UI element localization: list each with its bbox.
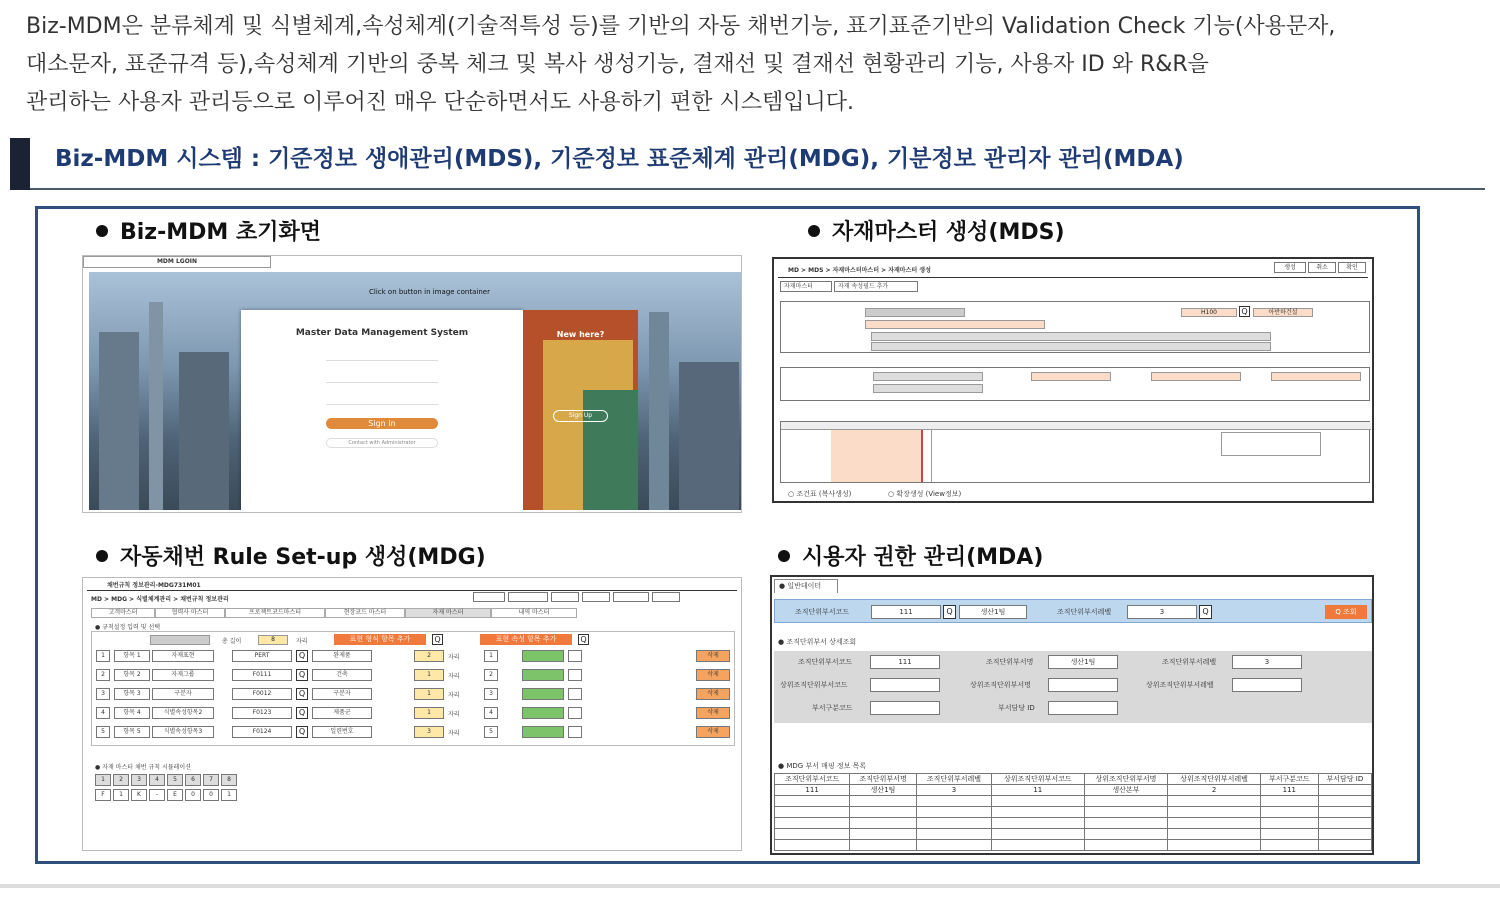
row-unit: 자리 — [448, 673, 460, 680]
table-cell — [1168, 840, 1260, 851]
row-item-name[interactable]: 식별속성항목2 — [152, 707, 214, 719]
detail-label: 조직단위부서코드 — [798, 658, 853, 666]
intro-line-1: Biz-MDM은 분류체계 및 식별체계,속성체계(기술적특성 등)를 기반의 자동 채번기능, 표기표준기반의 Validation Check 기능(사용문자, — [26, 14, 1336, 39]
sim-cell: 4 — [149, 774, 165, 786]
table-cell — [1168, 818, 1260, 829]
sim-cell: 0 — [185, 789, 201, 801]
sim-cell: 0 — [203, 789, 219, 801]
mda-org-level-input[interactable]: 3 — [1127, 605, 1197, 619]
row-delete-button[interactable]: 삭제 — [696, 669, 730, 681]
table-row[interactable] — [775, 785, 1372, 796]
new-here-text: New here? — [556, 330, 605, 339]
row-attribute-chip[interactable] — [522, 669, 564, 681]
table-cell — [775, 818, 850, 829]
mda-list-title: ● MDG 부서 매핑 정보 목록 — [778, 762, 867, 770]
section-heading — [10, 138, 1485, 190]
sim-cell: 2 — [113, 774, 129, 786]
table-cell — [1260, 840, 1318, 851]
table-cell — [1168, 807, 1260, 818]
sim-cell: F — [95, 789, 111, 801]
detail-parent-name[interactable] — [1048, 678, 1118, 692]
mds-attr-header — [781, 422, 1371, 430]
row-code[interactable]: F0111 — [232, 669, 292, 681]
extra-field[interactable] — [326, 404, 438, 405]
table-cell — [1168, 796, 1260, 807]
search-icon[interactable]: Q — [432, 634, 443, 645]
table-cell — [1260, 829, 1318, 840]
mda-tab[interactable]: ● 일반데이터 — [774, 579, 838, 593]
login-screenshot — [82, 255, 742, 513]
table-cell: 111 — [1260, 785, 1318, 796]
mds-tab-material[interactable]: 자재마스터 — [780, 281, 832, 292]
row-code[interactable]: F0123 — [232, 707, 292, 719]
sim-cell: 1 — [95, 774, 111, 786]
search-icon[interactable]: Q — [296, 688, 308, 700]
mdg-divider — [87, 590, 737, 591]
q1-title: Biz-MDM 초기화면 — [96, 215, 321, 246]
table-cell — [1318, 829, 1371, 840]
search-icon[interactable]: Q — [296, 726, 308, 738]
sim-cell: E — [167, 789, 183, 801]
detail-label: 조직단위부서명 — [986, 658, 1034, 666]
intro-line-2: 대소문자, 표준규격 등),속성체계 기반의 중복 체크 및 복사 생성기능, 결재선 및 결재선 현황관리 기능, 사용자 ID 와 R&R을 — [26, 52, 1209, 77]
row-delete-button[interactable]: 삭제 — [696, 650, 730, 662]
row-attribute-chip[interactable] — [522, 707, 564, 719]
table-cell — [916, 840, 991, 851]
bottom-rule — [0, 884, 1500, 888]
search-icon[interactable]: Q — [943, 605, 956, 619]
table-cell — [775, 829, 850, 840]
column-header[interactable]: 조직단위부서레벨 — [916, 774, 991, 785]
table-cell — [992, 818, 1084, 829]
mds-mid-class[interactable] — [1151, 372, 1241, 381]
row-unit: 자리 — [448, 654, 460, 661]
table-cell — [1084, 796, 1168, 807]
table-cell — [1260, 807, 1318, 818]
table-cell — [992, 829, 1084, 840]
mds-class-section — [780, 367, 1370, 401]
row-item-label: 항목 5 — [114, 726, 150, 738]
mds-major-class[interactable] — [1031, 372, 1111, 381]
detail-org-level[interactable]: 3 — [1232, 655, 1302, 669]
row-number: 3 — [96, 688, 110, 700]
mdg-screenshot — [82, 577, 742, 851]
plant-tower — [149, 302, 163, 510]
column-header[interactable]: 조직단위부서코드 — [775, 774, 850, 785]
mdg-length-unit: 자리 — [296, 638, 308, 645]
mdg-rule-select[interactable] — [150, 635, 210, 645]
search-icon[interactable]: Q — [1199, 605, 1212, 619]
column-header[interactable]: 상위조직단위부서명 — [1084, 774, 1168, 785]
screenshots-frame — [35, 206, 1420, 864]
row-number: 4 — [96, 707, 110, 719]
row-position: 1 — [484, 650, 498, 662]
bullet-icon — [96, 225, 108, 237]
table-cell — [1084, 840, 1168, 851]
mds-breadcrumb: MD > MDS > 자재마스터마스터 > 자재마스터 생성 — [788, 267, 931, 274]
table-row[interactable] — [775, 840, 1372, 851]
table-cell — [775, 796, 850, 807]
table-cell — [1318, 796, 1371, 807]
login-hint: Click on button in image container — [369, 288, 490, 296]
signup-button[interactable]: Sign Up — [553, 410, 608, 422]
table-cell — [916, 807, 991, 818]
mds-attr-detail — [1221, 432, 1321, 456]
row-item-label: 항목 4 — [114, 707, 150, 719]
row-position: 3 — [484, 688, 498, 700]
mds-tab-attribute[interactable]: 자재 속성필드 추가 — [834, 281, 918, 292]
plant-tower — [649, 312, 669, 510]
search-icon[interactable]: Q — [296, 669, 308, 681]
table-cell — [850, 796, 917, 807]
row-item-label: 항목 1 — [114, 650, 150, 662]
table-cell — [992, 807, 1084, 818]
row-item-name[interactable]: 구분자 — [152, 688, 214, 700]
row-separator-box[interactable] — [568, 707, 582, 719]
mda-org-name: 생산1팀 — [959, 605, 1027, 619]
table-cell — [850, 807, 917, 818]
mda-detail-title: ● 조직단위부서 상세조회 — [778, 638, 857, 646]
row-position: 2 — [484, 669, 498, 681]
mda-org-level-label: 조직단위부서레벨 — [1057, 608, 1112, 616]
mds-plant-code[interactable]: H100 — [1181, 308, 1237, 317]
row-delete-button[interactable]: 삭제 — [696, 688, 730, 700]
mds-toolbar — [1274, 262, 1366, 273]
sim-cell: 6 — [185, 774, 201, 786]
table-cell — [850, 818, 917, 829]
signin-button[interactable]: Sign In — [326, 418, 438, 429]
row-number: 5 — [96, 726, 110, 738]
mdg-rule-table — [91, 631, 735, 746]
tab-material[interactable]: 자재 마스터 — [405, 608, 491, 618]
intro-paragraph — [26, 8, 1486, 122]
row-length[interactable]: 1 — [414, 669, 444, 681]
detail-label: 조직단위부서레벨 — [1162, 658, 1217, 666]
row-type[interactable]: 건축 — [312, 669, 372, 681]
bullet-icon — [778, 550, 790, 562]
mds-divider — [778, 277, 1368, 278]
row-unit: 자리 — [448, 711, 460, 718]
sim-cell: 7 — [203, 774, 219, 786]
q4-title: 시용자 권한 관리(MDA) — [778, 540, 1043, 571]
mds-code-field[interactable] — [865, 308, 965, 317]
table-row[interactable] — [775, 829, 1372, 840]
column-header[interactable]: 부서담당 ID — [1318, 774, 1371, 785]
column-header[interactable]: 부서구분코드 — [1260, 774, 1318, 785]
mds-plant-name: 아반하건설 — [1253, 308, 1313, 317]
detail-parent-code[interactable] — [870, 678, 940, 692]
mds-screenshot — [772, 257, 1374, 503]
detail-dept-type[interactable] — [870, 701, 940, 715]
mds-serial-key[interactable] — [873, 384, 983, 393]
mds-basic-section — [780, 301, 1370, 353]
table-cell — [1260, 818, 1318, 829]
column-header[interactable]: 조직단위부서명 — [850, 774, 917, 785]
toolbar-button[interactable] — [613, 592, 649, 602]
tab-customer[interactable]: 고객마스터 — [91, 608, 155, 618]
mda-detail-section — [774, 651, 1372, 723]
table-cell — [1318, 785, 1371, 796]
table-cell — [1168, 829, 1260, 840]
detail-label: 부서담당 ID — [998, 704, 1035, 712]
login-canvas — [89, 272, 741, 510]
table-cell — [992, 796, 1084, 807]
login-tab: MDM LGOIN — [83, 256, 271, 268]
row-item-label: 항목 3 — [114, 688, 150, 700]
mds-radio-extend[interactable]: ○ 확장생성 (View정보) — [888, 490, 962, 498]
table-cell — [1084, 829, 1168, 840]
plant-tower — [179, 352, 229, 510]
sim-cell: - — [149, 789, 165, 801]
detail-org-name[interactable]: 생산1팀 — [1048, 655, 1118, 669]
mdg-length-value[interactable]: 8 — [258, 635, 288, 645]
mds-minor-class[interactable] — [1271, 372, 1361, 381]
row-length[interactable]: 1 — [414, 707, 444, 719]
table-cell: 2 — [1168, 785, 1260, 796]
tab-site[interactable]: 현장코드 마스터 — [325, 608, 405, 618]
detail-label: 부서구분코드 — [812, 704, 853, 712]
row-attribute-chip[interactable] — [522, 650, 564, 662]
row-unit: 자리 — [448, 692, 460, 699]
table-cell — [850, 840, 917, 851]
table-cell — [1318, 840, 1371, 851]
detail-parent-level[interactable] — [1232, 678, 1302, 692]
row-separator-box[interactable] — [568, 669, 582, 681]
mdg-length-label: 총 길이 — [222, 638, 242, 645]
row-number: 1 — [96, 650, 110, 662]
column-header[interactable]: 상위조직단위부서코드 — [992, 774, 1084, 785]
table-cell: 111 — [775, 785, 850, 796]
row-length[interactable]: 2 — [414, 650, 444, 662]
mdg-section1: ● 규칙설정 입력 및 선택 — [95, 624, 161, 631]
mda-screenshot — [770, 575, 1374, 855]
row-unit: 자리 — [448, 730, 460, 737]
row-code[interactable]: PERT — [232, 650, 292, 662]
row-position: 4 — [484, 707, 498, 719]
row-type[interactable]: 완제품 — [312, 650, 372, 662]
row-number: 2 — [96, 669, 110, 681]
mds-attribute-section — [780, 421, 1370, 483]
row-item-name[interactable]: 자재표현 — [152, 650, 214, 662]
mdg-toolbar — [473, 592, 680, 602]
row-type[interactable]: 구분자 — [312, 688, 372, 700]
row-separator-box[interactable] — [568, 650, 582, 662]
table-cell: 생산1팀 — [850, 785, 917, 796]
table-cell — [1260, 796, 1318, 807]
mda-search-bar — [774, 599, 1372, 623]
row-item-name[interactable]: 자재그룹 — [152, 669, 214, 681]
table-cell — [775, 840, 850, 851]
detail-dept-owner[interactable] — [1048, 701, 1118, 715]
mds-class-code[interactable] — [873, 372, 983, 381]
row-item-label: 항목 2 — [114, 669, 150, 681]
login-card — [241, 310, 523, 510]
mds-attr-values-2 — [931, 430, 1091, 482]
toolbar-button[interactable] — [473, 592, 505, 602]
sim-cell: 1 — [113, 789, 129, 801]
row-code[interactable]: F0124 — [232, 726, 292, 738]
mds-attr-values — [831, 430, 921, 482]
detail-label: 상위조직단위부서코드 — [780, 681, 848, 689]
table-cell — [1318, 807, 1371, 818]
row-delete-button[interactable]: 삭제 — [696, 707, 730, 719]
table-cell — [992, 840, 1084, 851]
table-row[interactable] — [775, 807, 1372, 818]
row-item-name[interactable]: 식별속성항목3 — [152, 726, 214, 738]
table-cell — [1084, 818, 1168, 829]
mda-search-button[interactable]: Q 조회 — [1325, 605, 1367, 619]
table-cell: 생산본부 — [1084, 785, 1168, 796]
section-title: Biz-MDM 시스템 : 기준정보 생애관리(MDS), 기준정보 표준체계 관리(MDG), 기분정보 관리자 관리(MDA) — [55, 146, 1184, 172]
building-image — [583, 390, 638, 510]
login-side-panel — [523, 310, 638, 510]
admin-link[interactable]: Contact with Administrator — [326, 438, 438, 448]
username-field[interactable] — [326, 360, 438, 361]
table-cell — [916, 818, 991, 829]
add-format-button[interactable]: 표현 형식 항목 추가 — [334, 634, 426, 645]
mds-spec-field-2[interactable] — [871, 342, 1271, 351]
table-cell — [916, 796, 991, 807]
row-position: 5 — [484, 726, 498, 738]
mda-org-code-input[interactable]: 111 — [871, 605, 941, 619]
search-icon[interactable]: Q — [296, 707, 308, 719]
mds-name-field[interactable] — [865, 320, 1045, 329]
detail-label: 상위조직단위부서레벨 — [1146, 681, 1214, 689]
tab-project[interactable]: 프로젝트코드마스터 — [225, 608, 325, 618]
password-field[interactable] — [326, 382, 438, 383]
sim-cell: 5 — [167, 774, 183, 786]
section-bar — [10, 138, 30, 190]
table-cell — [850, 829, 917, 840]
intro-line-3: 관리하는 사용자 관리등으로 이루어진 매우 단순하면서도 사용하기 편한 시스템입니다. — [26, 90, 855, 115]
search-icon[interactable]: Q — [578, 634, 589, 645]
table-cell — [916, 829, 991, 840]
plant-tower — [99, 332, 139, 510]
toolbar-button[interactable] — [652, 592, 680, 602]
table-row[interactable] — [775, 818, 1372, 829]
table-cell — [1084, 807, 1168, 818]
search-icon[interactable]: Q — [1239, 306, 1250, 317]
tab-supplier[interactable]: 협력사 마스터 — [155, 608, 225, 618]
q3-title: 자동채번 Rule Set-up 생성(MDG) — [96, 540, 486, 571]
detail-org-code[interactable]: 111 — [870, 655, 940, 669]
mda-mapping-table — [774, 773, 1372, 851]
table-header-row — [775, 774, 1372, 785]
mds-create-button[interactable]: 생성 — [1274, 262, 1306, 273]
tab-detail[interactable]: 내역 마스터 — [491, 608, 577, 618]
toolbar-button[interactable] — [551, 592, 579, 602]
row-delete-button[interactable]: 삭제 — [696, 726, 730, 738]
sim-cell: 8 — [221, 774, 237, 786]
row-attribute-chip[interactable] — [522, 726, 564, 738]
search-icon[interactable]: Q — [296, 650, 308, 662]
mds-spec-field[interactable] — [871, 332, 1271, 341]
mds-attr-marker — [921, 430, 923, 482]
row-separator-box[interactable] — [568, 688, 582, 700]
toolbar-button[interactable] — [582, 592, 610, 602]
mds-cancel-button[interactable]: 취소 — [1308, 262, 1336, 273]
row-type[interactable]: 제품군 — [312, 707, 372, 719]
detail-label: 상위조직단위부서명 — [970, 681, 1031, 689]
table-row[interactable] — [775, 796, 1372, 807]
mds-radio-copy[interactable]: ○ 조건표 (복사생성) — [788, 490, 852, 498]
row-attribute-chip[interactable] — [522, 688, 564, 700]
bullet-icon — [808, 225, 820, 237]
column-header[interactable]: 상위조직단위부서레벨 — [1168, 774, 1260, 785]
plant-tower — [679, 362, 739, 510]
sim-cell: K — [131, 789, 147, 801]
toolbar-button[interactable] — [508, 592, 548, 602]
mda-org-code-label: 조직단위부서코드 — [795, 608, 850, 616]
mdg-tabs — [91, 608, 577, 618]
table-cell — [775, 807, 850, 818]
row-code[interactable]: F0012 — [232, 688, 292, 700]
table-cell: 3 — [916, 785, 991, 796]
mdg-breadcrumb: MD > MDG > 식별체계관리 > 채번규칙 정보관리 — [91, 596, 229, 603]
row-length[interactable]: 3 — [414, 726, 444, 738]
sim-cell: 3 — [131, 774, 147, 786]
sim-cell: 1 — [221, 789, 237, 801]
bullet-icon — [96, 550, 108, 562]
row-separator-box[interactable] — [568, 726, 582, 738]
mds-confirm-button[interactable]: 확인 — [1338, 262, 1366, 273]
mdg-header: 채번규칙 정보관리-MDG731M01 — [107, 582, 201, 589]
add-attribute-button[interactable]: 표현 속성 항목 추가 — [480, 634, 572, 645]
q2-title: 자재마스터 생성(MDS) — [808, 215, 1065, 246]
row-length[interactable]: 1 — [414, 688, 444, 700]
table-cell — [1318, 818, 1371, 829]
table-cell: 11 — [992, 785, 1084, 796]
system-title: Master Data Management System — [295, 328, 469, 338]
mdg-section2: ● 자재 마스터 채번 규칙 시뮬레이션 — [95, 764, 191, 771]
row-type[interactable]: 일련번호 — [312, 726, 372, 738]
section-divider — [30, 188, 1485, 190]
